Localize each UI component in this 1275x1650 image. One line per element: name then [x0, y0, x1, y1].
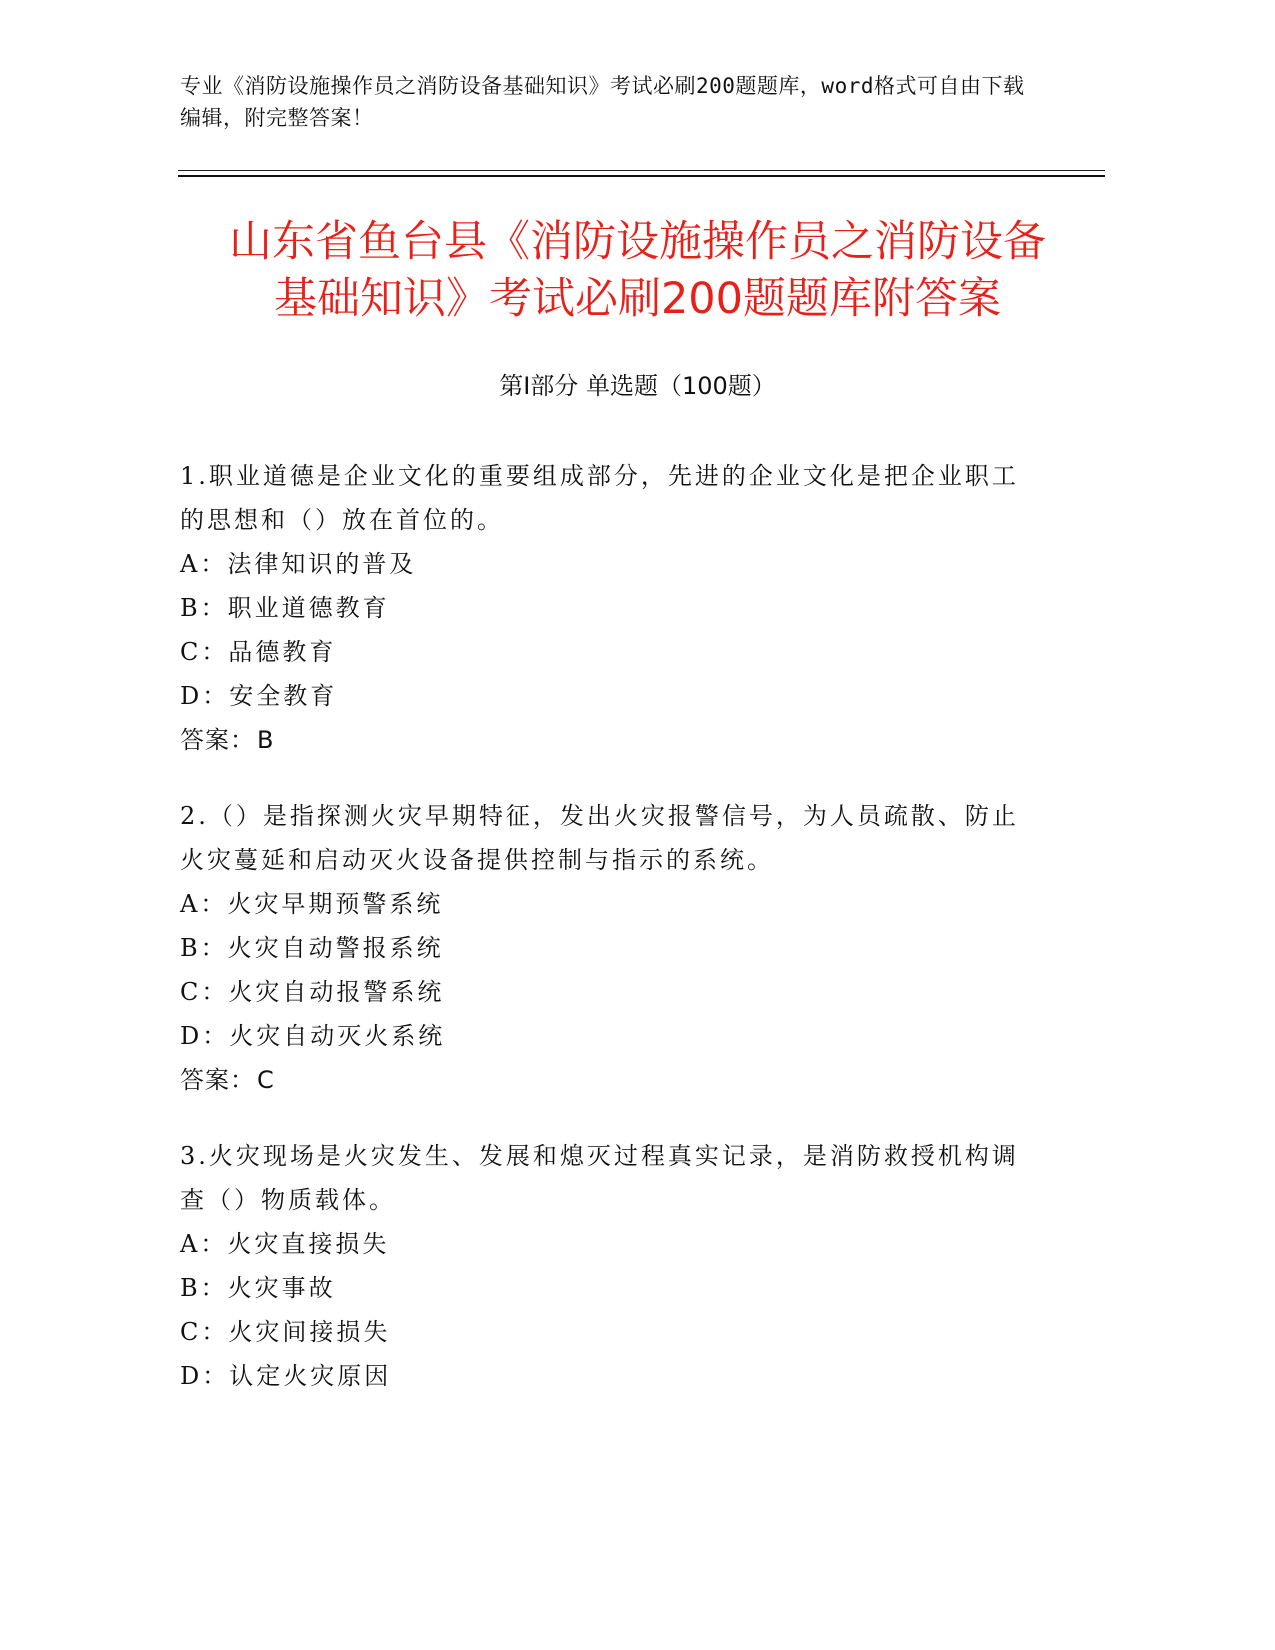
- answer-line: [180, 718, 1040, 762]
- header-divider-thick: [178, 175, 1105, 177]
- answer-label: 答案：: [180, 726, 255, 754]
- option-a: A：火灾直接损失: [180, 1230, 390, 1258]
- answer-label: 答案：: [180, 1066, 255, 1094]
- option-c: C：火灾自动报警系统: [180, 978, 445, 1006]
- option-c: C：品德教育: [180, 638, 337, 666]
- option-a: A：火灾早期预警系统: [180, 890, 444, 918]
- option-d: D：安全教育: [180, 682, 338, 710]
- title-line-2: 基础知识》考试必刷200题题库附答案: [273, 274, 1002, 324]
- question-2: [180, 794, 1040, 1102]
- header-divider-thin: [178, 170, 1105, 171]
- section-heading: 第Ⅰ部分 单选题（100题）: [499, 372, 776, 400]
- answer-value: C: [257, 1066, 275, 1094]
- option-d: D：火灾自动灭火系统: [180, 1022, 446, 1050]
- option-c: C：火灾间接损失: [180, 1318, 391, 1346]
- option-a: A：法律知识的普及: [180, 550, 417, 578]
- title-line-1: 山东省鱼台县《消防设施操作员之消防设备: [229, 217, 1046, 267]
- answer-value: B: [257, 726, 275, 754]
- option-b: B：火灾自动警报系统: [180, 934, 444, 962]
- question-text: 1.职业道德是企业文化的重要组成部分，先进的企业文化是把企业职工的思想和（）放在首位的。: [180, 462, 1019, 534]
- question-3: [180, 1134, 1040, 1398]
- intro-text: 专业《消防设施操作员之消防设备基础知识》考试必刷200题题库，word格式可自由下载编辑，附完整答案！: [180, 74, 1025, 130]
- question-text: 3.火灾现场是火灾发生、发展和熄灭过程真实记录，是消防救授机构调查（）物质载体。: [180, 1142, 1019, 1214]
- question-1: [180, 454, 1040, 762]
- document-title: [150, 214, 1125, 328]
- option-b: B：火灾事故: [180, 1274, 336, 1302]
- option-d: D：认定火灾原因: [180, 1362, 392, 1390]
- question-text: 2.（）是指探测火灾早期特征，发出火灾报警信号，为人员疏散、防止火灾蔓延和启动灭火设备提供控制与指示的系统。: [180, 802, 1019, 874]
- option-b: B：职业道德教育: [180, 594, 390, 622]
- question-list: [180, 454, 1040, 1430]
- answer-line: [180, 1058, 1040, 1102]
